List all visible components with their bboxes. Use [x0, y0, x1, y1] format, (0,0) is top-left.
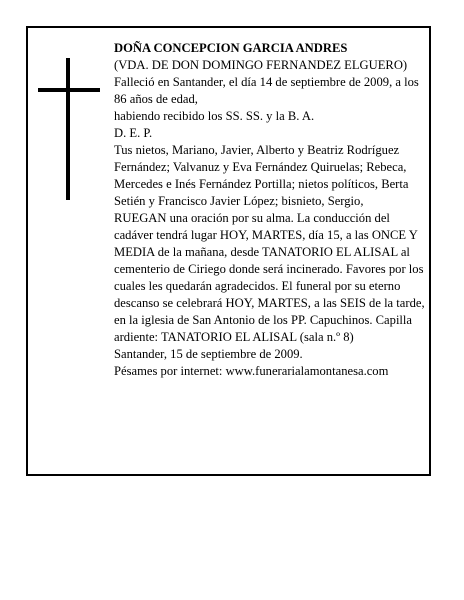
widow-of-line: (VDA. DE DON DOMINGO FERNANDEZ ELGUERO)	[114, 58, 408, 72]
condolences-line: Pésames por internet: www.funerarialamontanesa.com	[114, 364, 389, 378]
obituary-text	[114, 40, 426, 380]
sacraments-line: habiendo recibido los SS. SS. y la B. A.	[114, 109, 315, 123]
place-and-date: Santander, 15 de septiembre de 2009.	[114, 347, 303, 361]
deceased-name: DOÑA CONCEPCION GARCIA ANDRES	[114, 41, 348, 55]
prayer-request: RUEGAN una oración por su alma. La conducción del cadáver tendrá lugar HOY, MARTES, día 15, a las ONCE Y MEDIA de la mañana, desde TANATORIO EL ALISAL al cementerio de Ciriego donde será incinerado. Favores por los cuales les quedarán agradecidos. El funeral por su eterno descanso se celebrará HOY, MARTES, a las SEIS de la tarde, en la iglesia de San Antonio de los PP. Capuchinos. Capilla ardiente: TANATORIO EL ALISAL (sala n.º 8)	[114, 211, 425, 344]
obituary-notice	[26, 26, 431, 476]
cross-icon-horizontal-bar	[38, 88, 100, 92]
family-list: Tus nietos, Mariano, Javier, Alberto y Beatriz Rodríguez Fernández; Valvanuz y Eva Fernández Quiruelas; Rebeca, Mercedes e Inés Fernández Portilla; nietos políticos, Berta Setién y Francisco Javier López; bisnieto, Sergio,	[114, 143, 409, 208]
death-announcement: Falleció en Santander, el día 14 de septiembre de 2009, a los 86 años de edad,	[114, 75, 419, 106]
cross-icon-vertical-bar	[66, 58, 70, 200]
rip-line: D. E. P.	[114, 126, 153, 140]
